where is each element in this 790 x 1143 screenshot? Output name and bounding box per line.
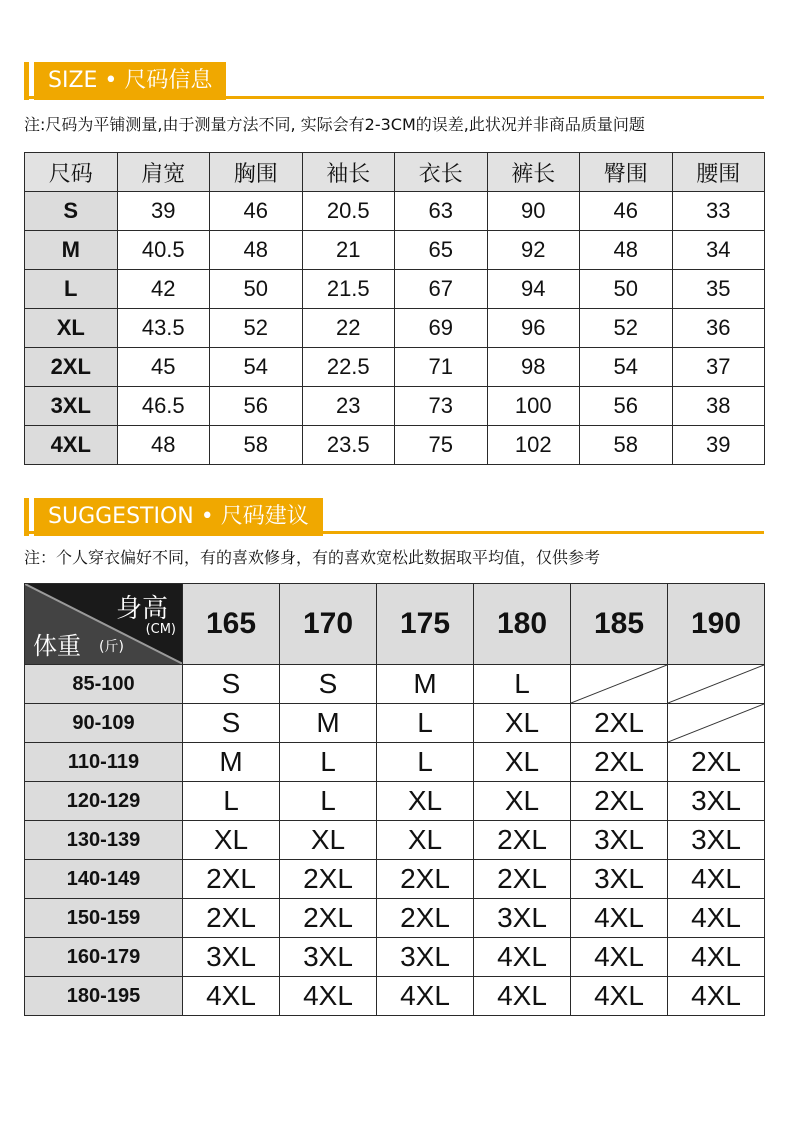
weight-row-label: 120-129 — [25, 782, 183, 821]
suggested-size-cell: 3XL — [571, 860, 668, 899]
height-column-header: 185 — [571, 584, 668, 665]
size-column-header: 胸围 — [210, 153, 303, 192]
suggested-size-cell: 3XL — [377, 938, 474, 977]
size-measurement-cell: 63 — [395, 192, 488, 231]
suggested-size-cell: XL — [280, 821, 377, 860]
suggested-size-cell: 4XL — [377, 977, 474, 1016]
suggested-size-cell: S — [183, 704, 280, 743]
table-row — [25, 665, 765, 704]
suggested-size-cell: 4XL — [571, 899, 668, 938]
size-row-label: 2XL — [25, 348, 118, 387]
table-row — [25, 704, 765, 743]
size-measurement-cell: 37 — [672, 348, 765, 387]
size-row-label: 4XL — [25, 426, 118, 465]
suggested-size-cell: 3XL — [571, 821, 668, 860]
size-heading-underline — [24, 96, 764, 99]
suggested-size-cell: 3XL — [474, 899, 571, 938]
size-measurement-cell: 22.5 — [302, 348, 395, 387]
size-measurement-cell: 100 — [487, 387, 580, 426]
height-column-header: 190 — [668, 584, 765, 665]
empty-size-cell — [571, 665, 668, 704]
suggested-size-cell: 2XL — [183, 860, 280, 899]
size-measurement-cell: 43.5 — [117, 309, 210, 348]
size-column-header: 肩宽 — [117, 153, 210, 192]
corner-weight-unit: (斤) — [99, 639, 124, 655]
size-measurement-cell: 38 — [672, 387, 765, 426]
weight-row-label: 150-159 — [25, 899, 183, 938]
size-column-header: 衣长 — [395, 153, 488, 192]
size-measurement-cell: 67 — [395, 270, 488, 309]
size-note: 注:尺码为平铺测量,由于测量方法不同, 实际会有2-3CM的误差,此状况并非商品质量问题 — [24, 115, 645, 134]
size-measurement-cell: 46 — [580, 192, 673, 231]
suggested-size-cell: 3XL — [668, 821, 765, 860]
size-measurement-cell: 36 — [672, 309, 765, 348]
suggested-size-cell: M — [280, 704, 377, 743]
size-measurement-cell: 46 — [210, 192, 303, 231]
suggested-size-cell: 2XL — [377, 860, 474, 899]
suggestion-heading-underline — [24, 531, 764, 534]
size-measurement-cell: 52 — [210, 309, 303, 348]
corner-height-unit: (CM) — [145, 622, 176, 637]
size-row-label: L — [25, 270, 118, 309]
size-measurement-cell: 42 — [117, 270, 210, 309]
corner-weight-label: 体重 — [33, 632, 81, 660]
weight-row-label: 180-195 — [25, 977, 183, 1016]
size-measurement-cell: 73 — [395, 387, 488, 426]
size-measurement-cell: 58 — [580, 426, 673, 465]
size-measurement-cell: 56 — [580, 387, 673, 426]
size-measurement-cell: 69 — [395, 309, 488, 348]
suggested-size-cell: 3XL — [183, 938, 280, 977]
suggested-size-cell: 4XL — [668, 860, 765, 899]
size-measurement-cell: 48 — [580, 231, 673, 270]
weight-row-label: 130-139 — [25, 821, 183, 860]
diagonal-slash-icon — [571, 665, 667, 703]
suggested-size-cell: 4XL — [668, 899, 765, 938]
size-measurement-cell: 75 — [395, 426, 488, 465]
weight-row-label: 140-149 — [25, 860, 183, 899]
size-measurement-cell: 35 — [672, 270, 765, 309]
suggested-size-cell: 4XL — [571, 938, 668, 977]
size-heading-label: SIZE • 尺码信息 — [34, 62, 226, 100]
weight-row-label: 90-109 — [25, 704, 183, 743]
suggested-size-cell: 2XL — [280, 899, 377, 938]
suggested-size-cell: 2XL — [474, 821, 571, 860]
suggested-size-cell: 4XL — [474, 977, 571, 1016]
height-column-header: 180 — [474, 584, 571, 665]
table-row — [25, 743, 765, 782]
size-measurement-cell: 48 — [210, 231, 303, 270]
size-measurement-cell: 71 — [395, 348, 488, 387]
suggested-size-cell: XL — [474, 782, 571, 821]
suggested-size-cell: L — [377, 743, 474, 782]
size-row-label: 3XL — [25, 387, 118, 426]
weight-row-label: 160-179 — [25, 938, 183, 977]
suggested-size-cell: 4XL — [668, 938, 765, 977]
suggested-size-cell: 2XL — [280, 860, 377, 899]
size-column-header: 臀围 — [580, 153, 673, 192]
size-measurement-cell: 21 — [302, 231, 395, 270]
suggestion-table-header-row — [25, 584, 765, 665]
suggested-size-cell: 4XL — [280, 977, 377, 1016]
size-measurement-cell: 39 — [672, 426, 765, 465]
table-row — [25, 387, 765, 426]
suggested-size-cell: XL — [183, 821, 280, 860]
size-measurement-cell: 23 — [302, 387, 395, 426]
suggested-size-cell: XL — [377, 782, 474, 821]
size-measurement-cell: 23.5 — [302, 426, 395, 465]
weight-row-label: 110-119 — [25, 743, 183, 782]
suggested-size-cell: 4XL — [668, 977, 765, 1016]
size-measurement-cell: 48 — [117, 426, 210, 465]
suggested-size-cell: M — [377, 665, 474, 704]
size-measurement-cell: 90 — [487, 192, 580, 231]
size-measurement-cell: 40.5 — [117, 231, 210, 270]
table-row — [25, 938, 765, 977]
size-measurement-cell: 21.5 — [302, 270, 395, 309]
height-column-header: 165 — [183, 584, 280, 665]
suggested-size-cell: 4XL — [183, 977, 280, 1016]
size-table-header-row — [25, 153, 765, 192]
size-table — [24, 152, 765, 465]
suggested-size-cell: 4XL — [474, 938, 571, 977]
table-row — [25, 782, 765, 821]
table-row — [25, 231, 765, 270]
table-row — [25, 860, 765, 899]
suggestion-table — [24, 583, 765, 1016]
size-measurement-cell: 65 — [395, 231, 488, 270]
suggested-size-cell: 2XL — [571, 704, 668, 743]
size-measurement-cell: 54 — [580, 348, 673, 387]
empty-size-cell — [668, 704, 765, 743]
size-measurement-cell: 45 — [117, 348, 210, 387]
suggested-size-cell: 2XL — [571, 743, 668, 782]
size-measurement-cell: 96 — [487, 309, 580, 348]
size-measurement-cell: 33 — [672, 192, 765, 231]
table-row — [25, 192, 765, 231]
corner-height-label: 身高 — [115, 594, 168, 624]
suggested-size-cell: 2XL — [377, 899, 474, 938]
size-row-label: M — [25, 231, 118, 270]
diagonal-slash-icon — [668, 665, 764, 703]
height-column-header: 170 — [280, 584, 377, 665]
table-row — [25, 977, 765, 1016]
suggested-size-cell: 2XL — [474, 860, 571, 899]
suggested-size-cell: 3XL — [280, 938, 377, 977]
size-column-header: 尺码 — [25, 153, 118, 192]
size-measurement-cell: 46.5 — [117, 387, 210, 426]
table-row — [25, 309, 765, 348]
heading-accent-bar — [24, 62, 29, 100]
suggested-size-cell: S — [183, 665, 280, 704]
size-measurement-cell: 94 — [487, 270, 580, 309]
suggested-size-cell: L — [377, 704, 474, 743]
diagonal-slash-icon — [668, 704, 764, 742]
size-column-header: 腰围 — [672, 153, 765, 192]
size-measurement-cell: 22 — [302, 309, 395, 348]
table-row — [25, 899, 765, 938]
size-measurement-cell: 92 — [487, 231, 580, 270]
suggested-size-cell: L — [280, 782, 377, 821]
suggested-size-cell: XL — [474, 743, 571, 782]
size-measurement-cell: 50 — [210, 270, 303, 309]
size-measurement-cell: 34 — [672, 231, 765, 270]
empty-size-cell — [668, 665, 765, 704]
table-row — [25, 270, 765, 309]
size-measurement-cell: 39 — [117, 192, 210, 231]
suggested-size-cell: 4XL — [571, 977, 668, 1016]
suggested-size-cell: L — [280, 743, 377, 782]
corner-header-cell — [25, 584, 183, 665]
table-row — [25, 426, 765, 465]
size-column-header: 袖长 — [302, 153, 395, 192]
suggestion-note: 注：个人穿衣偏好不同，有的喜欢修身，有的喜欢宽松此数据取平均值，仅供参考 — [24, 548, 601, 567]
size-measurement-cell: 20.5 — [302, 192, 395, 231]
suggested-size-cell: M — [183, 743, 280, 782]
suggested-size-cell: XL — [377, 821, 474, 860]
size-row-label: XL — [25, 309, 118, 348]
size-measurement-cell: 102 — [487, 426, 580, 465]
table-row — [25, 348, 765, 387]
size-measurement-cell: 50 — [580, 270, 673, 309]
suggested-size-cell: 3XL — [668, 782, 765, 821]
suggested-size-cell: 2XL — [571, 782, 668, 821]
table-row — [25, 821, 765, 860]
size-measurement-cell: 98 — [487, 348, 580, 387]
size-measurement-cell: 58 — [210, 426, 303, 465]
weight-row-label: 85-100 — [25, 665, 183, 704]
size-measurement-cell: 52 — [580, 309, 673, 348]
size-measurement-cell: 54 — [210, 348, 303, 387]
suggested-size-cell: XL — [474, 704, 571, 743]
suggested-size-cell: S — [280, 665, 377, 704]
suggested-size-cell: L — [183, 782, 280, 821]
size-measurement-cell: 56 — [210, 387, 303, 426]
suggested-size-cell: L — [474, 665, 571, 704]
height-column-header: 175 — [377, 584, 474, 665]
size-section-heading — [24, 62, 226, 100]
size-row-label: S — [25, 192, 118, 231]
suggestion-heading-label: SUGGESTION • 尺码建议 — [34, 498, 323, 536]
size-column-header: 裤长 — [487, 153, 580, 192]
suggested-size-cell: 2XL — [668, 743, 765, 782]
suggested-size-cell: 2XL — [183, 899, 280, 938]
